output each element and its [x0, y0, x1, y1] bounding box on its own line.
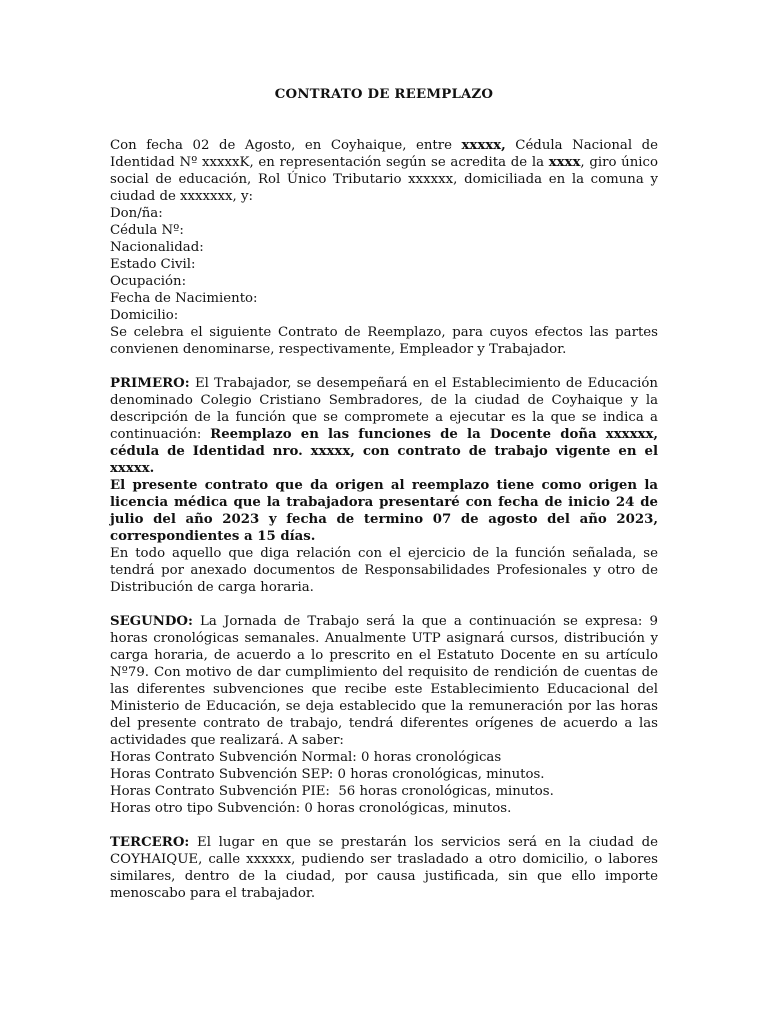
- intro-closing: Se celebra el siguiente Contrato de Reemplazo, para cuyos efectos las partes convienen denominarse, respectivamente, Empleador y Trabajador.: [110, 325, 658, 357]
- clause-tercero: [110, 834, 658, 902]
- intro-bold-1: xxxxx,: [461, 138, 506, 153]
- intro-text-2: Cédula Nacional de Identidad Nº xxxxxK, en representación según se acredita de la: [110, 138, 658, 170]
- field-fecha-nacimiento: Fecha de Nacimiento:: [110, 291, 258, 306]
- field-ocupacion: Ocupación:: [110, 274, 187, 289]
- spacer: [110, 596, 658, 613]
- clause-segundo: [110, 613, 658, 749]
- field-estado-civil: Estado Civil:: [110, 257, 196, 272]
- document-title: CONTRATO DE REEMPLAZO: [274, 87, 494, 102]
- field-don: Don/ña:: [110, 206, 163, 221]
- contract-page: [110, 86, 658, 902]
- spacer: [110, 817, 658, 834]
- primero-bold-2: El presente contrato que da origen al reemplazo tiene como origen la licencia médica que la trabajadora presentaré con fecha de inicio 24 de julio del año 2023 y fecha de termino 07 de agosto del año 2023, correspondientes a 15 días.: [110, 478, 658, 544]
- primero-text-1: El Trabajador, se desempeñará en el Establecimiento de Educación denominado Colegio Cristiano Sembradores, de la ciudad de Coyhaique y la descripción de la función que se compromete a ejecutar es la que se indica a continuación:: [110, 376, 658, 442]
- segundo-text-1: La Jornada de Trabajo será la que a continuación se expresa: 9 horas cronológicas semanales. Anualmente UTP asignará cursos, distribución y carga horaria, de acuerdo a lo prescrito en el Estatuto Docente en su artículo Nº79. Con motivo de dar cumplimiento del requisito de rendición de cuentas de las diferentes subvenciones que recibe este Establecimiento Educacional del Ministerio de Educación, se deja establecido que la remuneración por las horas del presente contrato de trabajo, tendrá diferentes orígenes de acuerdo a las actividades que realizará. A saber:: [110, 614, 658, 748]
- tercero-text-1: El lugar en que se prestarán los servicios será en la ciudad de COYHAIQUE, calle xxxxxx, pudiendo ser trasladado a otro domicilio, o labores similares, dentro de la ciudad, por causa justificada, sin que ello importe menoscabo para el trabajador.: [110, 835, 658, 901]
- primero-label: PRIMERO:: [110, 376, 190, 391]
- field-nacionalidad: Nacionalidad:: [110, 240, 204, 255]
- intro-paragraph: [110, 137, 658, 205]
- primero-text-2: En todo aquello que diga relación con el ejercicio de la función señalada, se tendrá por anexado documentos de Responsabilidades Profesionales y otro de Distribución de carga horaria.: [110, 546, 658, 595]
- hours-otro: Horas otro tipo Subvención: 0 horas cronológicas, minutos.: [110, 801, 512, 816]
- intro-text-1: Con fecha 02 de Agosto, en Coyhaique, entre: [110, 138, 462, 153]
- segundo-label: SEGUNDO:: [110, 614, 193, 629]
- primero-bold-1: Reemplazo en las funciones de la Docente doña xxxxxx, cédula de Identidad nro. xxxxx, con contrato de trabajo vigente en el xxxxx.: [110, 427, 658, 476]
- intro-text-3: , giro único social de educación, Rol Único Tributario xxxxxx, domiciliada en la comuna y ciudad de xxxxxxx, y:: [110, 155, 659, 204]
- tercero-label: TERCERO:: [110, 835, 190, 850]
- field-cedula: Cédula Nº:: [110, 223, 184, 238]
- field-domicilio: Domicilio:: [110, 308, 179, 323]
- spacer: [110, 358, 658, 375]
- intro-bold-2: xxxx: [548, 155, 581, 170]
- hours-sep: Horas Contrato Subvención SEP: 0 horas cronológicas, minutos.: [110, 767, 545, 782]
- hours-normal: Horas Contrato Subvención Normal: 0 horas cronológicas: [110, 750, 502, 765]
- primero-bold-paragraph: [110, 477, 658, 545]
- clause-primero: [110, 375, 658, 477]
- hours-pie: Horas Contrato Subvención PIE: 56 horas cronológicas, minutos.: [110, 784, 554, 799]
